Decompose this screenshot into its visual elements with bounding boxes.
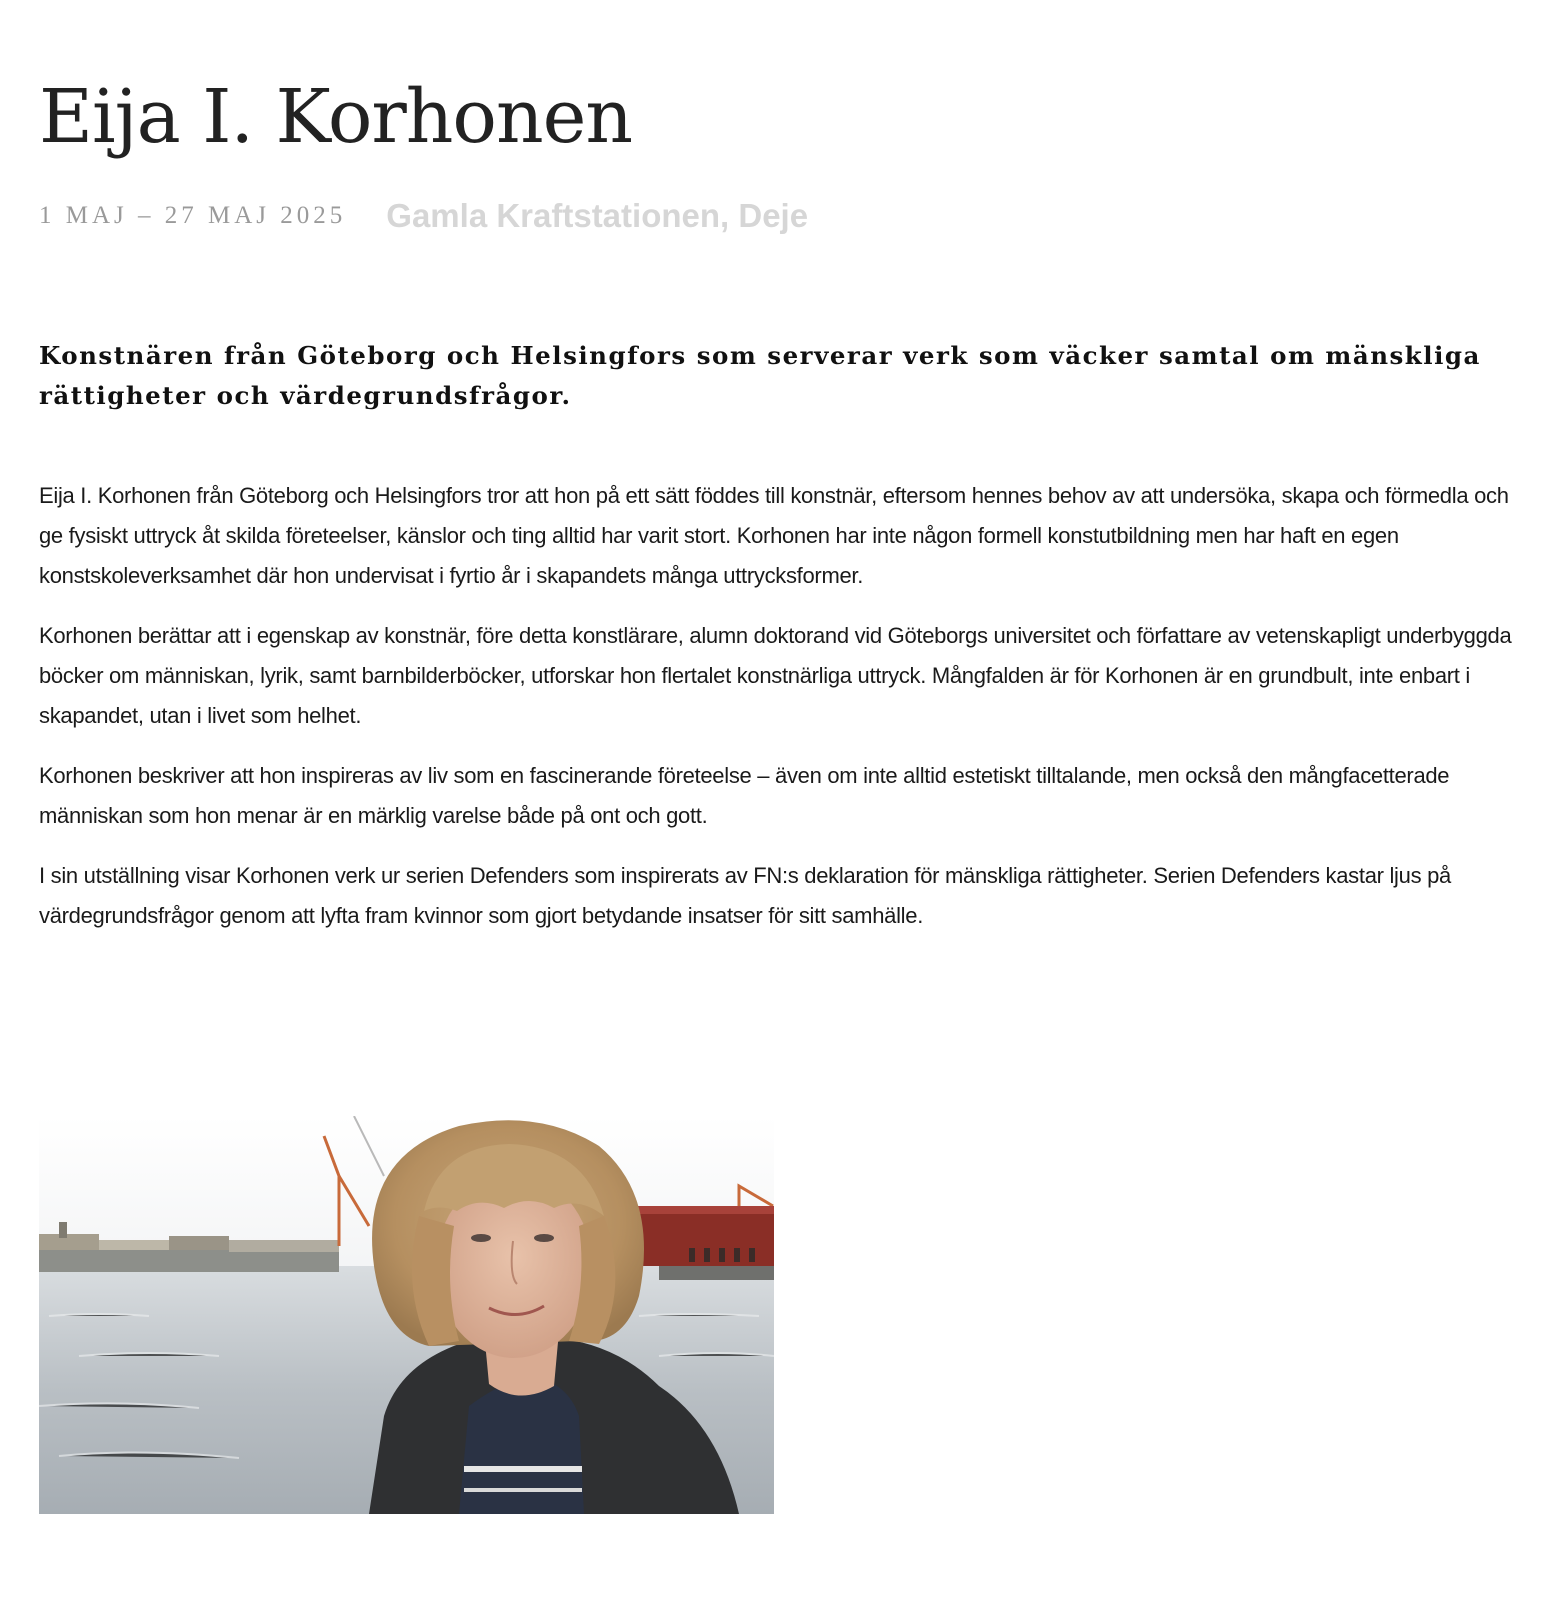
body-paragraph: Korhonen beskriver att hon inspireras av liv som en fascinerande företeelse – även om inte alltid estetiskt tilltalande, men också den mångfacetterade människan som hon menar är en märklig varelse både på ont och gott. <box>39 763 1450 828</box>
exhibition-venue: Gamla Kraftstationen, Deje <box>386 197 809 234</box>
artist-portrait-photo <box>39 1116 774 1514</box>
page-title: Eija I. Korhonen <box>39 74 633 160</box>
body-paragraph: Eija I. Korhonen från Göteborg och Helsingfors tror att hon på ett sätt föddes till konstnär, eftersom hennes behov av att undersöka, skapa och förmedla och ge fysiskt uttryck åt skilda företeelser, känslor och ting alltid har varit stort. Korhonen har inte någon formell konstutbildning men har haft en egen konstskoleverksamhet där hon undervisat i fyrtio år i skapandets många uttrycksformer. <box>39 483 1509 588</box>
exhibition-meta <box>39 196 808 236</box>
exhibition-dates: 1 MAJ – 27 MAJ 2025 <box>39 202 347 229</box>
article-body <box>39 476 1534 956</box>
lead-paragraph: Konstnären från Göteborg och Helsingfors som serverar verk som väcker samtal om mänskliga rättigheter och värdegrundsfrågor. <box>39 341 1481 410</box>
body-paragraph: I sin utställning visar Korhonen verk ur serien Defenders som inspirerats av FN:s deklaration för mänskliga rättigheter. Serien Defenders kastar ljus på värdegrundsfrågor genom att lyfta fram kvinnor som gjort betydande insatser för sitt samhälle. <box>39 863 1451 928</box>
body-paragraph: Korhonen berättar att i egenskap av konstnär, före detta konstlärare, alumn doktorand vid Göteborgs universitet och författare av vetenskapligt underbyggda böcker om människan, lyrik, samt barnbilderböcker, utforskar hon flertalet konstnärliga uttryck. Mångfalden är för Korhonen är en grundbult, inte enbart i skapandet, utan i livet som helhet. <box>39 623 1512 728</box>
